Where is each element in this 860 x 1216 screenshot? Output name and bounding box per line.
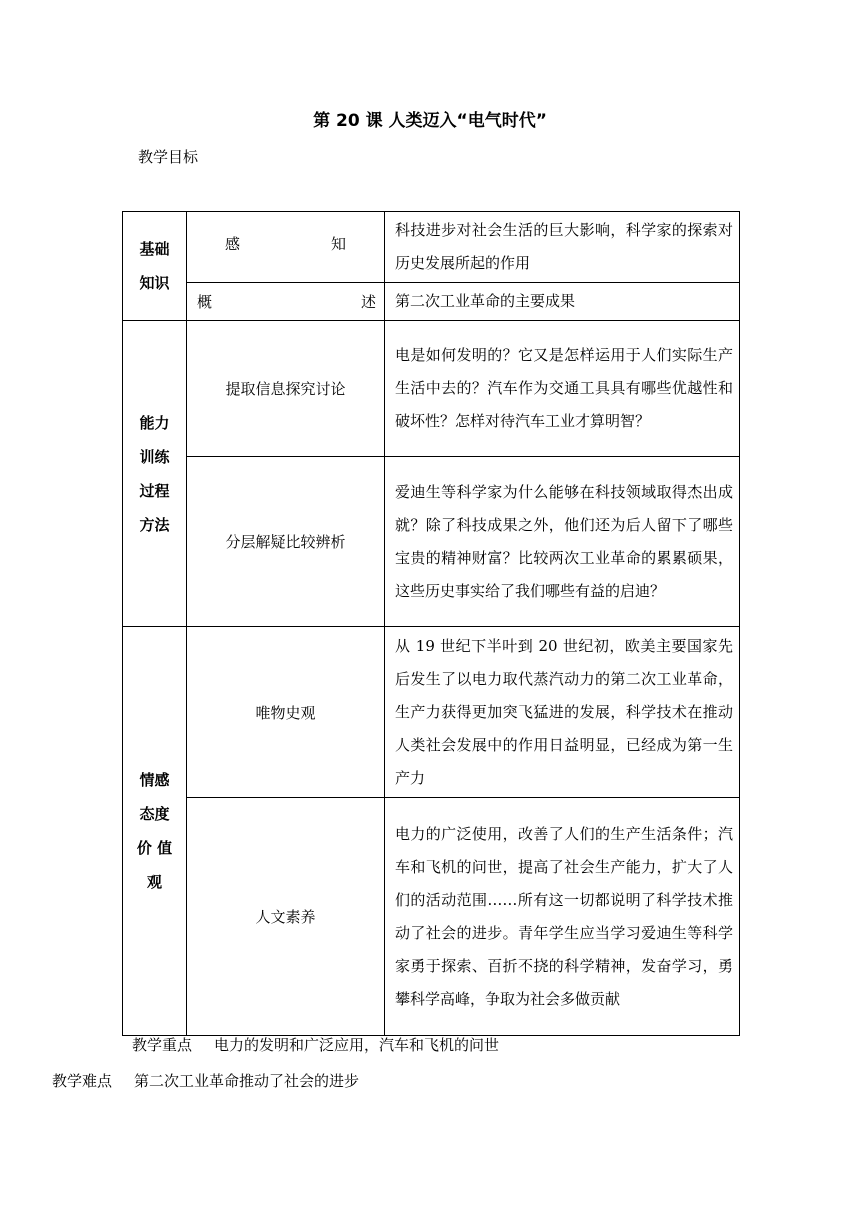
- difficulty-label: 教学难点: [52, 1072, 113, 1090]
- category-line: 训练: [139, 447, 170, 466]
- category-line: 过程: [139, 481, 170, 500]
- table-row: [123, 212, 740, 283]
- table-row: [123, 457, 740, 627]
- subcategory-cell: 分层解疑比较辨析: [187, 457, 385, 627]
- key-point-label: 教学重点: [132, 1036, 193, 1054]
- table-row: [123, 798, 740, 1036]
- category-line: 态度: [139, 805, 170, 823]
- subcategory-char: 述: [360, 293, 376, 311]
- subcategory-char: 感: [225, 234, 241, 253]
- table-row: [123, 627, 740, 798]
- category-line: 价 值: [136, 839, 173, 857]
- section-heading: 教学目标: [138, 148, 199, 166]
- subcategory-cell: 人文素养: [187, 798, 385, 1036]
- category-line: 情感: [139, 771, 170, 789]
- subcategory-char: 知: [330, 234, 346, 253]
- category-cell-basic: [123, 212, 187, 321]
- key-point-line: [132, 1034, 499, 1055]
- subcategory-cell: 提取信息探究讨论: [187, 321, 385, 457]
- difficulty-text: 第二次工业革命推动了社会的进步: [134, 1072, 360, 1090]
- category-cell-ability: [123, 321, 187, 627]
- difficulty-line: [52, 1070, 359, 1091]
- description-cell: 爱迪生等科学家为什么能够在科技领域取得杰出成就？除了科技成果之外，他们还为后人留下了哪些宝贵的精神财富？比较两次工业革命的累累硕果，这些历史事实给了我们哪些有益的启迪？: [385, 457, 740, 627]
- subcategory-cell: [187, 283, 385, 321]
- page-title: 第 20 课 人类迈入“电气时代”: [313, 111, 547, 131]
- description-cell: 第二次工业革命的主要成果: [385, 283, 740, 321]
- subcategory-char: 概: [197, 293, 213, 311]
- description-cell: 电是如何发明的？它又是怎样运用于人们实际生产生活中去的？汽车作为交通工具具有哪些优越性和破坏性？怎样对待汽车工业才算明智？: [385, 321, 740, 457]
- teaching-goals-table: [122, 211, 740, 1036]
- description-cell: 电力的广泛使用，改善了人们的生产生活条件；汽车和飞机的问世，提高了社会生产能力，扩大了人们的活动范围……所有这一切都说明了科学技术推动了社会的进步。青年学生应当学习爱迪生等科学家勇于探索、百折不挠的科学精神，发奋学习，勇攀科学高峰，争取为社会多做贡献: [385, 798, 740, 1036]
- table-row: [123, 321, 740, 457]
- category-line: 方法: [139, 515, 170, 534]
- table-row: [123, 283, 740, 321]
- category-line: 观: [146, 873, 162, 891]
- key-point-text: 电力的发明和广泛应用，汽车和飞机的问世: [214, 1036, 500, 1054]
- category-cell-emotion: [123, 627, 187, 1036]
- category-line: 知识: [139, 274, 170, 292]
- description-cell: 科技进步对社会生活的巨大影响，科学家的探索对历史发展所起的作用: [385, 212, 740, 283]
- category-line: 能力: [139, 413, 170, 432]
- category-line: 基础: [139, 240, 170, 258]
- subcategory-cell: 唯物史观: [187, 627, 385, 798]
- description-cell: 从 19 世纪下半叶到 20 世纪初，欧美主要国家先后发生了以电力取代蒸汽动力的第二次工业革命，生产力获得更加突飞猛进的发展，科学技术在推动人类社会发展中的作用日益明显，已经成为第一生产力: [385, 627, 740, 798]
- subcategory-cell: [187, 212, 385, 283]
